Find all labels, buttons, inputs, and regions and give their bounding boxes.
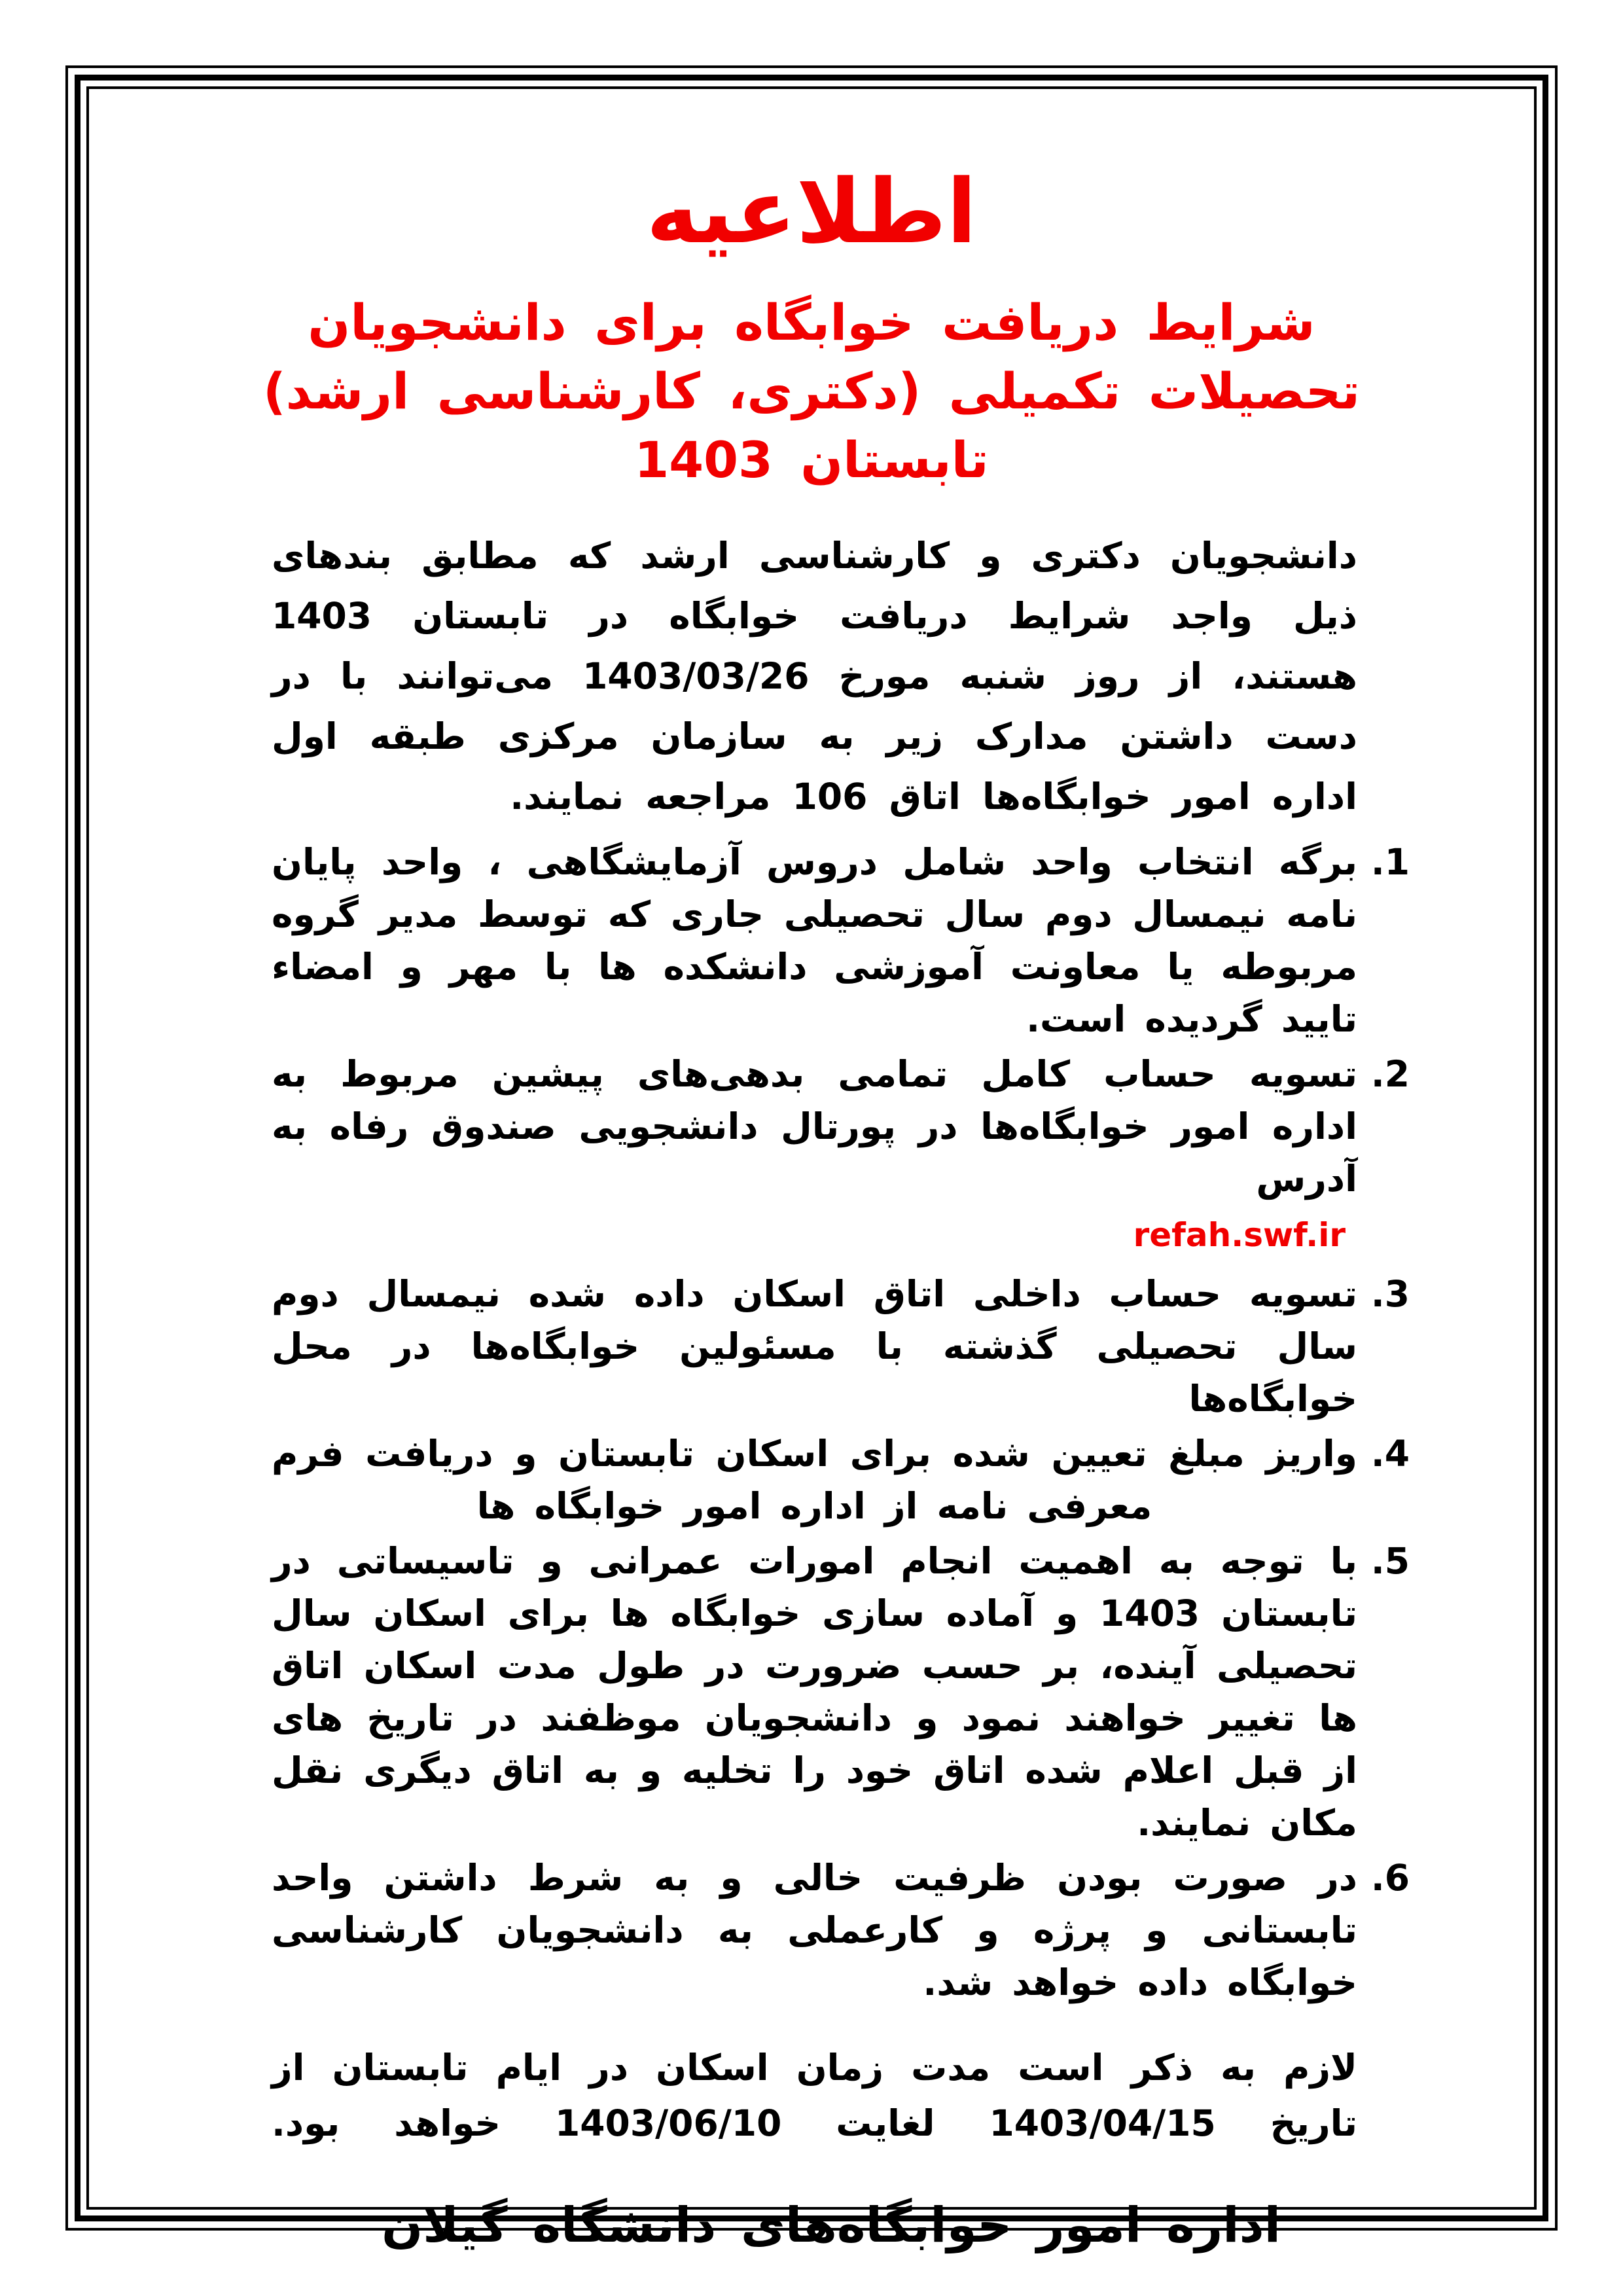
list-item xyxy=(272,836,1410,1045)
list-item xyxy=(272,1048,1410,1265)
intro-paragraph: دانشجویان دکتری و کارشناسی ارشد که مطابق بندهای ذیل واجد شرایط دریافت خوابگاه در تابستان 1403 هستند، از روز شنبه مورخ 1403/03/26 می‌توانند با در دست داشتن مدارک زیر به سازمان مرکزی طبقه اول اداره امور خوابگاه‌ها اتاق 106 مراجعه نمایند. xyxy=(272,534,1357,817)
item-text: تسویه حساب کامل تمامی بدهی‌های پیشین مربوط به اداره امور خوابگاه‌ها در پورتال دانشجویی صندوق رفاه به آدرس xyxy=(272,1052,1357,1200)
subtitle-line-2: تحصیلات تکمیلی (دکتری، کارشناسی ارشد) xyxy=(262,361,1361,420)
announcement-title: اطلاعیه xyxy=(646,160,977,263)
item-text: در صورت بودن ظرفیت خالی و به شرط داشتن واحد تابستانی و پرژه و کارعملی به دانشجویان کارشناسی خوابگاه داده خواهد شد. xyxy=(272,1856,1357,2003)
item-number: 5. xyxy=(1370,1539,1410,1582)
requirements-list xyxy=(272,836,1410,2009)
item-number: 6. xyxy=(1370,1856,1410,1899)
item-text: واریز مبلغ تعیین شده برای اسکان تابستان و دریافت فرم معرفی نامه از اداره امور خوابگاه ها xyxy=(272,1432,1357,1527)
list-item xyxy=(272,1852,1410,2009)
refah-portal-link: refah.swf.ir xyxy=(1133,1215,1346,1254)
item-number: 4. xyxy=(1370,1432,1410,1475)
signature-line: اداره امور خوابگاه‌های دانشگاه گیلان xyxy=(381,2197,1281,2253)
list-item xyxy=(272,1268,1410,1425)
list-item xyxy=(272,1427,1410,1532)
closing-note: لازم به ذکر است مدت زمان اسکان در ایام تابستان از تاریخ 1403/04/15 لغایت 1403/06/10 خواهد بود. xyxy=(272,2046,1357,2144)
item-text: برگه انتخاب واحد شامل دروس آزمایشگاهی ، واحد پایان نامه نیمسال دوم سال تحصیلی جاری که توسط مدیر گروه مربوطه یا معاونت آموزشی دانشکده ها با مهر و امضاء تایید گردیده است. xyxy=(272,840,1357,1040)
document-content xyxy=(89,89,1534,2253)
item-text: با توجه به اهمیت انجام امورات عمرانی و تاسیساتی در تابستان 1403 و آماده سازی خوابگاه ها برای اسکان سال تحصیلی آینده، بر حسب ضرورت در طول مدت اسکان اتاق ها تغییر خواهند نمود و دانشجویان موظفند در تاریخ های از قبل اعلام شده اتاق خود را تخلیه و به اتاق دیگری نقل مکان نمایند. xyxy=(272,1539,1357,1844)
list-item xyxy=(272,1535,1410,1849)
item-text: تسویه حساب داخلی اتاق اسکان داده شده نیمسال دوم سال تحصیلی گذشته با مسئولین خوابگاه‌ها در محل خوابگاه‌ها xyxy=(272,1272,1357,1420)
subtitle-line-1: شرایط دریافت خوابگاه برای دانشجویان xyxy=(308,293,1315,351)
refah-link-line xyxy=(272,1208,1346,1261)
item-number: 3. xyxy=(1370,1272,1410,1315)
item-number: 1. xyxy=(1370,840,1410,883)
subtitle-line-3: تابستان 1403 xyxy=(634,430,989,489)
item-number: 2. xyxy=(1370,1052,1410,1095)
announcement-subtitle xyxy=(89,288,1534,494)
